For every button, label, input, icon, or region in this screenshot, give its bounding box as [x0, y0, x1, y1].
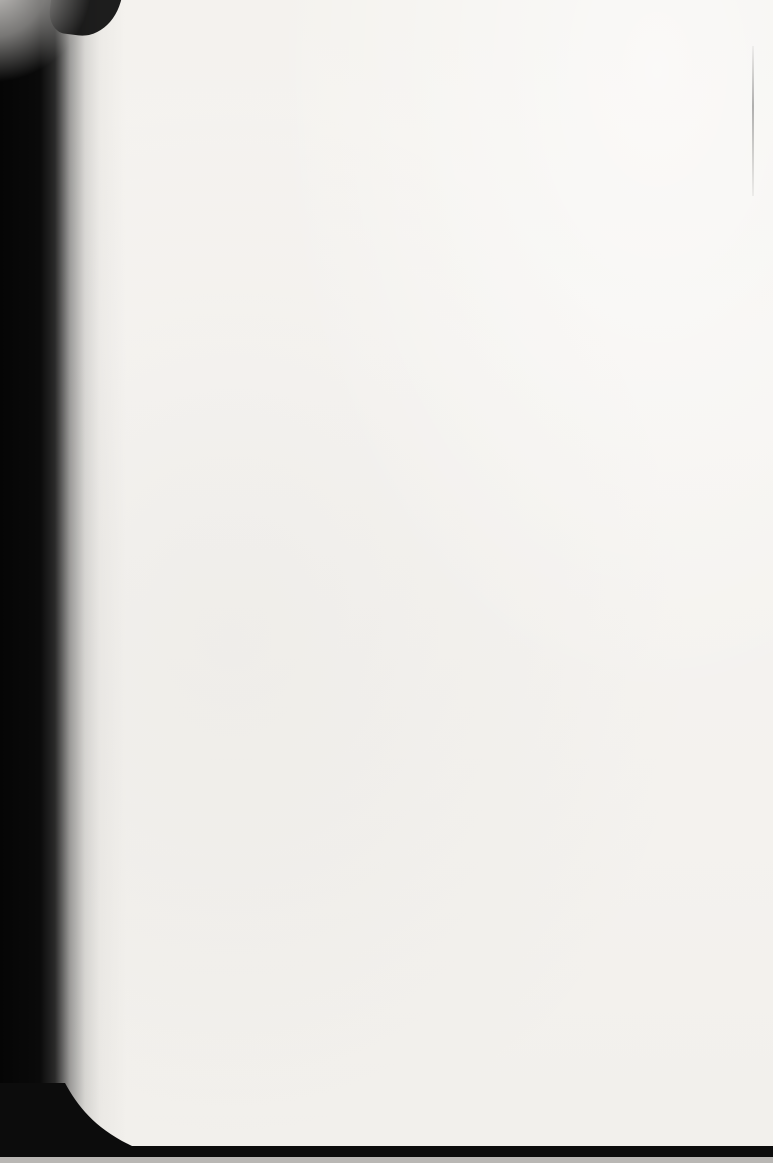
spine-top-wedge — [47, 0, 123, 40]
scan-streak — [752, 46, 754, 196]
bottom-black-band — [0, 1146, 773, 1157]
corner-light-patch — [0, 0, 130, 120]
spine-bottom-curve — [0, 1083, 132, 1146]
page-bottom-edge — [0, 1083, 773, 1163]
bottom-gray-strip — [0, 1157, 773, 1163]
book-spine-shadow — [0, 0, 150, 1163]
